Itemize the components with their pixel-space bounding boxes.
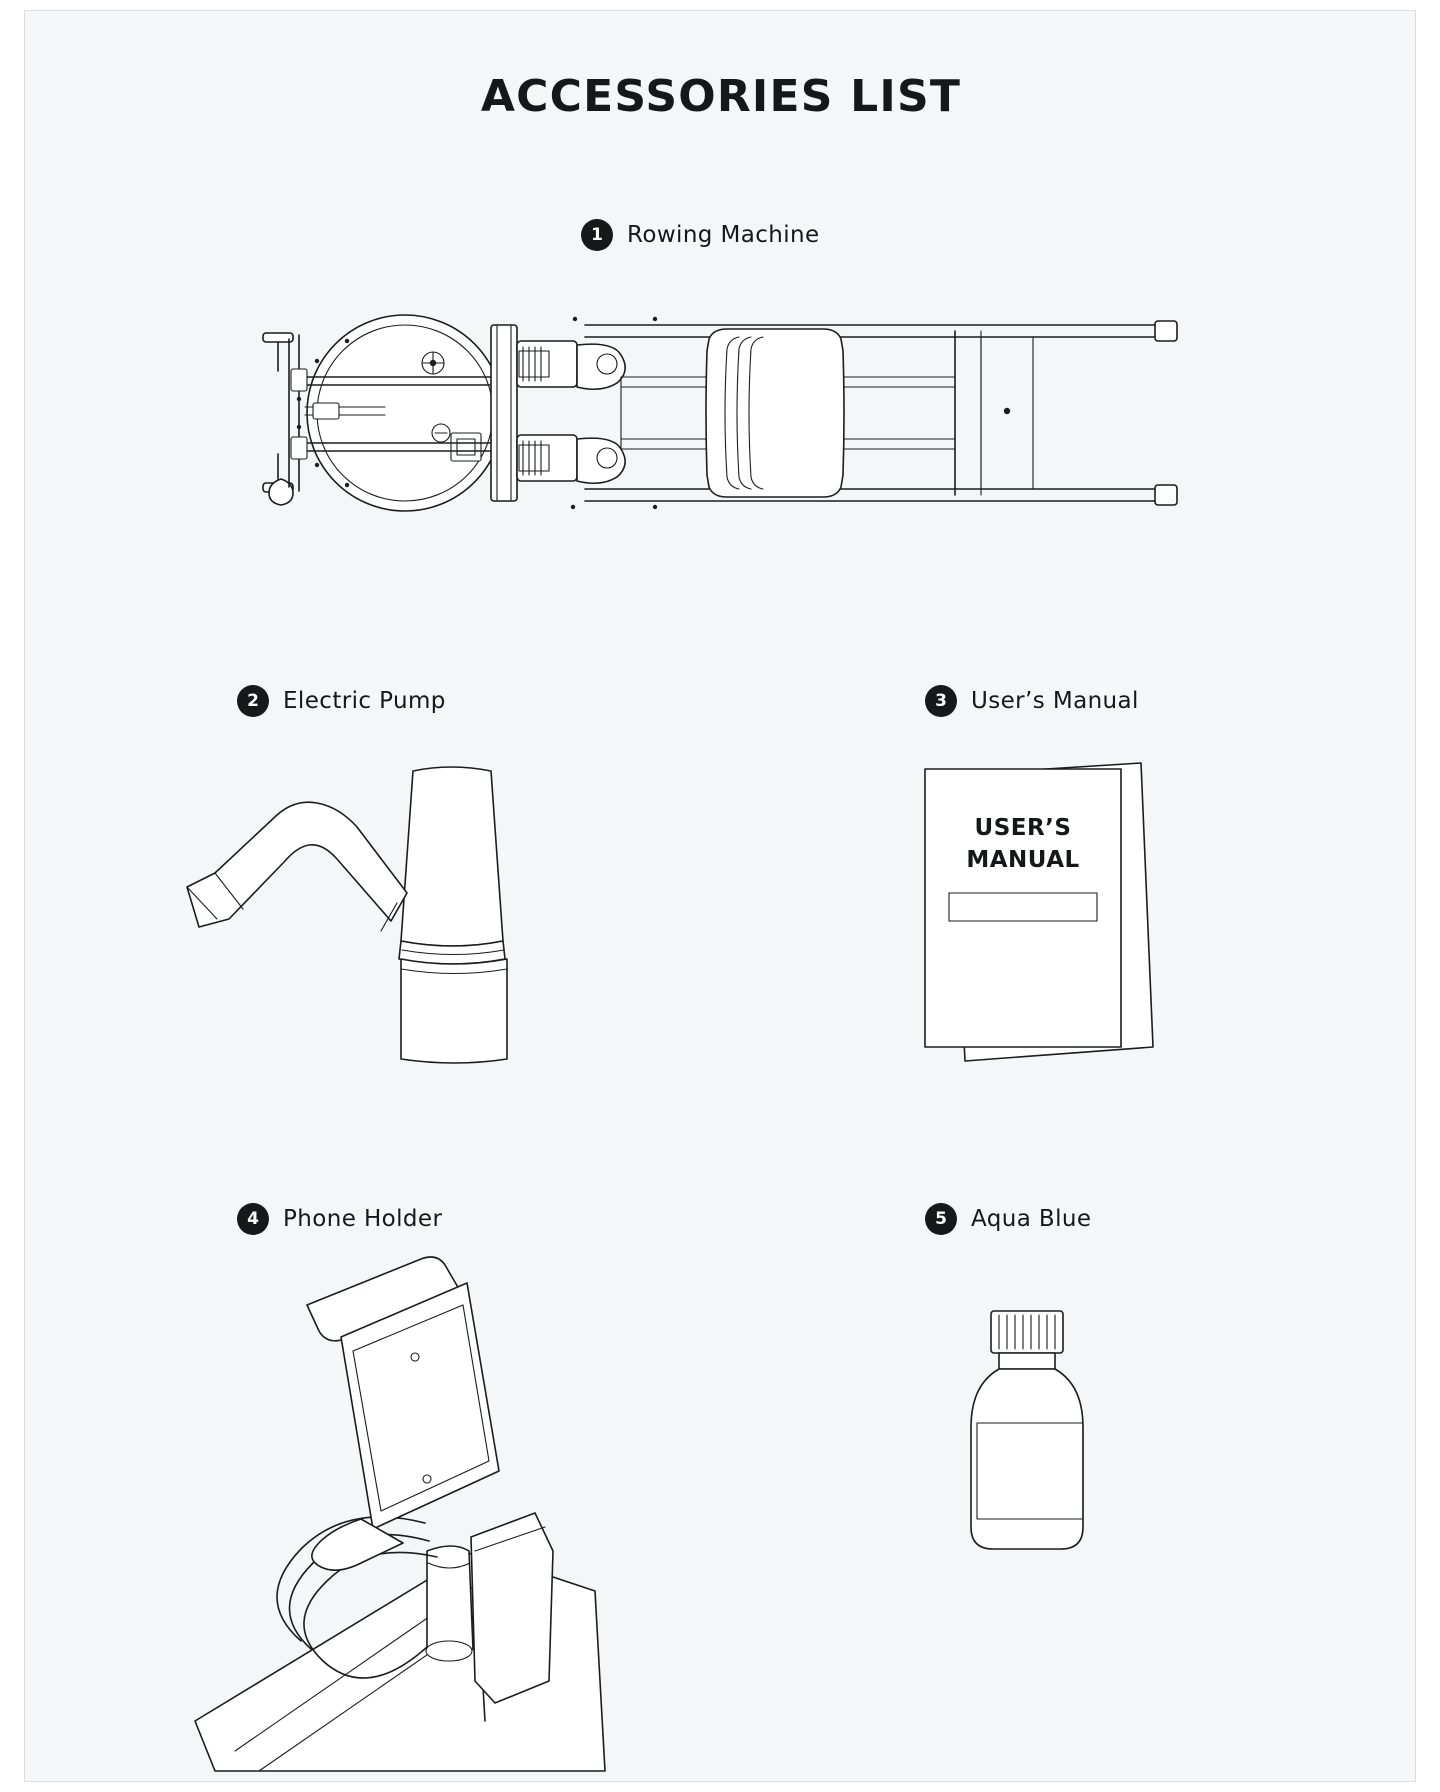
- users-manual-illustration: [905, 749, 1185, 1079]
- item-label-text-4: Phone Holder: [283, 1206, 443, 1232]
- electric-pump-illustration: [175, 751, 595, 1101]
- rowing-machine-illustration: [255, 311, 1195, 551]
- aqua-blue-bottle-illustration: [955, 1301, 1125, 1581]
- item-label-text-1: Rowing Machine: [627, 222, 820, 248]
- accessories-list-page: [24, 10, 1416, 1782]
- item-label-phone-holder: [237, 1203, 442, 1235]
- item-label-rowing-machine: [581, 219, 820, 251]
- manual-cover-line2: MANUAL: [966, 847, 1080, 873]
- page-title: ACCESSORIES LIST: [480, 71, 962, 122]
- item-label-text-2: Electric Pump: [283, 688, 446, 714]
- item-label-aqua-blue: [925, 1203, 1091, 1235]
- item-number-badge-1: 1: [581, 219, 613, 251]
- item-label-text-5: Aqua Blue: [971, 1206, 1092, 1232]
- manual-cover-line1: USER’S: [974, 815, 1072, 841]
- item-number-badge-5: 5: [925, 1203, 957, 1235]
- item-number-badge-4: 4: [237, 1203, 269, 1235]
- item-label-users-manual: [925, 685, 1139, 717]
- item-number-badge-3: 3: [925, 685, 957, 717]
- item-label-electric-pump: [237, 685, 446, 717]
- item-label-text-3: User’s Manual: [971, 688, 1139, 714]
- phone-holder-illustration: [175, 1251, 695, 1782]
- item-number-badge-2: 2: [237, 685, 269, 717]
